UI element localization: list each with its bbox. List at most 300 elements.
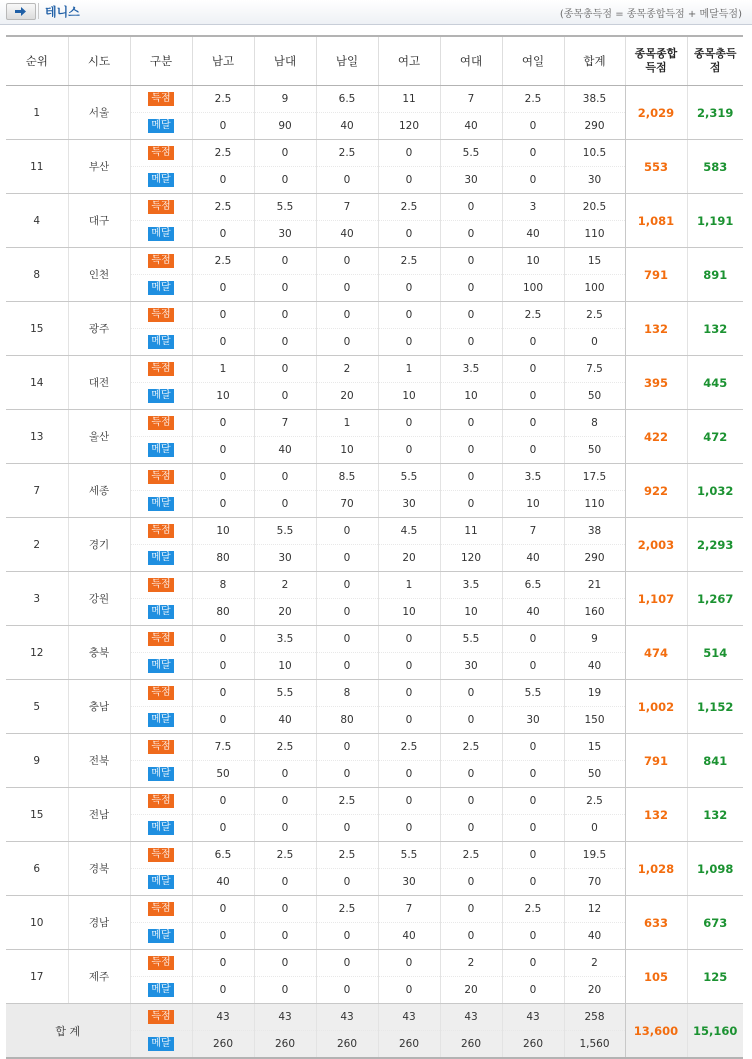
value-boys-high: 0 — [192, 788, 254, 815]
value-women-general: 0 — [502, 950, 564, 977]
total-score-cell: 125 — [687, 950, 743, 1004]
table-row-score — [6, 842, 743, 869]
value-girls-high: 2.5 — [378, 734, 440, 761]
category-cell — [130, 194, 192, 221]
value-men-univ: 0 — [254, 761, 316, 788]
region-cell: 울산 — [68, 410, 130, 464]
composite-score-cell: 132 — [625, 788, 687, 842]
total-score-cell: 673 — [687, 896, 743, 950]
value-sum: 110 — [564, 221, 625, 248]
score-badge: 득점 — [148, 254, 174, 268]
value-men-univ: 0 — [254, 491, 316, 518]
value-men-general: 0 — [316, 545, 378, 572]
value-sum: 290 — [564, 113, 625, 140]
rank-cell: 8 — [6, 248, 68, 302]
value-men-univ: 0 — [254, 140, 316, 167]
value-boys-high: 0 — [192, 815, 254, 842]
value-sum: 70 — [564, 869, 625, 896]
value-girls-high: 0 — [378, 815, 440, 842]
region-cell: 전남 — [68, 788, 130, 842]
value-sum: 150 — [564, 707, 625, 734]
category-cell — [130, 356, 192, 383]
category-cell — [130, 977, 192, 1004]
region-cell: 충북 — [68, 626, 130, 680]
composite-score-cell: 791 — [625, 734, 687, 788]
value-sum: 19.5 — [564, 842, 625, 869]
value-men-general: 0 — [316, 329, 378, 356]
value-men-univ: 20 — [254, 599, 316, 626]
table-row-score — [6, 356, 743, 383]
value-women-general: 7 — [502, 518, 564, 545]
table-row-score — [6, 194, 743, 221]
score-badge: 득점 — [148, 308, 174, 322]
value-women-univ: 7 — [440, 86, 502, 113]
value-women-general: 3 — [502, 194, 564, 221]
medal-badge: 메달 — [148, 443, 174, 457]
value-sum: 12 — [564, 896, 625, 923]
value-men-univ: 5.5 — [254, 680, 316, 707]
value-sum: 40 — [564, 923, 625, 950]
value-girls-high: 0 — [378, 410, 440, 437]
rank-cell: 5 — [6, 680, 68, 734]
rank-cell: 11 — [6, 140, 68, 194]
value-women-general: 40 — [502, 221, 564, 248]
value-girls-high: 5.5 — [378, 842, 440, 869]
value-boys-high: 43 — [192, 1004, 254, 1031]
total-score-cell: 841 — [687, 734, 743, 788]
category-cell — [130, 329, 192, 356]
value-boys-high: 0 — [192, 167, 254, 194]
header-men-univ: 남대 — [254, 36, 316, 86]
medal-badge: 메달 — [148, 713, 174, 727]
value-girls-high: 0 — [378, 167, 440, 194]
value-men-univ: 0 — [254, 464, 316, 491]
value-boys-high: 2.5 — [192, 248, 254, 275]
table-row-score — [6, 410, 743, 437]
medal-badge: 메달 — [148, 389, 174, 403]
value-women-general: 0 — [502, 761, 564, 788]
value-men-univ: 0 — [254, 977, 316, 1004]
value-girls-high: 120 — [378, 113, 440, 140]
value-men-general: 0 — [316, 167, 378, 194]
value-men-univ: 5.5 — [254, 194, 316, 221]
value-girls-high: 43 — [378, 1004, 440, 1031]
value-men-univ: 3.5 — [254, 626, 316, 653]
value-women-univ: 0 — [440, 194, 502, 221]
score-badge: 득점 — [148, 470, 174, 484]
category-cell — [130, 788, 192, 815]
table-row-score — [6, 626, 743, 653]
value-sum: 9 — [564, 626, 625, 653]
composite-score-cell: 553 — [625, 140, 687, 194]
value-sum: 7.5 — [564, 356, 625, 383]
region-cell: 광주 — [68, 302, 130, 356]
score-badge: 득점 — [148, 848, 174, 862]
value-boys-high: 2.5 — [192, 140, 254, 167]
value-boys-high: 0 — [192, 113, 254, 140]
total-score-cell: 2,293 — [687, 518, 743, 572]
medal-badge: 메달 — [148, 875, 174, 889]
value-sum: 38.5 — [564, 86, 625, 113]
value-women-general: 2.5 — [502, 86, 564, 113]
value-girls-high: 0 — [378, 680, 440, 707]
category-cell — [130, 923, 192, 950]
value-women-general: 0 — [502, 923, 564, 950]
composite-score-cell: 2,003 — [625, 518, 687, 572]
value-women-univ: 0 — [440, 491, 502, 518]
section-header-bar — [0, 0, 752, 25]
region-cell: 경남 — [68, 896, 130, 950]
value-men-general: 2.5 — [316, 140, 378, 167]
rank-cell: 10 — [6, 896, 68, 950]
value-boys-high: 80 — [192, 599, 254, 626]
composite-score-cell: 633 — [625, 896, 687, 950]
region-cell: 경기 — [68, 518, 130, 572]
category-cell — [130, 437, 192, 464]
value-boys-high: 260 — [192, 1031, 254, 1059]
value-boys-high: 0 — [192, 680, 254, 707]
category-cell — [130, 1004, 192, 1031]
category-cell — [130, 896, 192, 923]
value-men-general: 0 — [316, 653, 378, 680]
value-men-univ: 0 — [254, 923, 316, 950]
value-boys-high: 8 — [192, 572, 254, 599]
value-sum: 20 — [564, 977, 625, 1004]
region-cell: 서울 — [68, 86, 130, 140]
value-sum: 50 — [564, 437, 625, 464]
table-row-score — [6, 788, 743, 815]
value-boys-high: 0 — [192, 410, 254, 437]
value-men-general: 2 — [316, 356, 378, 383]
score-badge: 득점 — [148, 524, 174, 538]
value-men-univ: 10 — [254, 653, 316, 680]
medal-badge: 메달 — [148, 281, 174, 295]
table-row-score — [6, 572, 743, 599]
value-women-univ: 43 — [440, 1004, 502, 1031]
medal-badge: 메달 — [148, 497, 174, 511]
value-men-general: 0 — [316, 302, 378, 329]
value-women-general: 0 — [502, 869, 564, 896]
value-men-general: 1 — [316, 410, 378, 437]
total-score-cell: 445 — [687, 356, 743, 410]
value-women-general: 260 — [502, 1031, 564, 1059]
value-women-univ: 0 — [440, 275, 502, 302]
value-girls-high: 0 — [378, 329, 440, 356]
value-men-general: 0 — [316, 572, 378, 599]
table-row-score — [6, 86, 743, 113]
table-row-score — [6, 896, 743, 923]
rank-cell: 13 — [6, 410, 68, 464]
medal-badge: 메달 — [148, 821, 174, 835]
value-sum: 50 — [564, 383, 625, 410]
value-women-general: 0 — [502, 842, 564, 869]
score-badge: 득점 — [148, 740, 174, 754]
header-women-general: 여일 — [502, 36, 564, 86]
category-cell — [130, 869, 192, 896]
table-row-score — [6, 302, 743, 329]
value-men-univ: 43 — [254, 1004, 316, 1031]
value-girls-high: 0 — [378, 653, 440, 680]
table-header-row — [6, 36, 743, 86]
score-badge: 득점 — [148, 686, 174, 700]
value-sum: 258 — [564, 1004, 625, 1031]
composite-score-cell: 1,028 — [625, 842, 687, 896]
value-boys-high: 0 — [192, 950, 254, 977]
rank-cell: 3 — [6, 572, 68, 626]
value-girls-high: 260 — [378, 1031, 440, 1059]
value-women-univ: 5.5 — [440, 626, 502, 653]
value-men-general: 7 — [316, 194, 378, 221]
category-cell — [130, 680, 192, 707]
rank-cell: 12 — [6, 626, 68, 680]
medal-badge: 메달 — [148, 605, 174, 619]
category-cell — [130, 302, 192, 329]
header-men-general: 남일 — [316, 36, 378, 86]
summary-label: 합 계 — [6, 1004, 130, 1059]
value-women-general: 30 — [502, 707, 564, 734]
value-women-univ: 3.5 — [440, 356, 502, 383]
category-cell — [130, 950, 192, 977]
score-badge: 득점 — [148, 578, 174, 592]
value-women-univ: 3.5 — [440, 572, 502, 599]
value-boys-high: 0 — [192, 977, 254, 1004]
value-women-univ: 0 — [440, 329, 502, 356]
ranking-table — [6, 35, 743, 1059]
value-women-general: 0 — [502, 356, 564, 383]
category-cell — [130, 464, 192, 491]
rank-cell: 7 — [6, 464, 68, 518]
value-boys-high: 0 — [192, 626, 254, 653]
table-body — [6, 86, 743, 1059]
value-men-univ: 40 — [254, 707, 316, 734]
value-men-univ: 0 — [254, 302, 316, 329]
value-men-general: 0 — [316, 977, 378, 1004]
category-cell — [130, 1031, 192, 1059]
rank-cell: 15 — [6, 788, 68, 842]
medal-badge: 메달 — [148, 227, 174, 241]
rank-cell: 14 — [6, 356, 68, 410]
value-boys-high: 1 — [192, 356, 254, 383]
value-girls-high: 20 — [378, 545, 440, 572]
score-badge: 득점 — [148, 200, 174, 214]
value-sum: 160 — [564, 599, 625, 626]
value-women-general: 40 — [502, 545, 564, 572]
value-women-general: 0 — [502, 437, 564, 464]
value-men-general: 0 — [316, 275, 378, 302]
value-girls-high: 0 — [378, 140, 440, 167]
value-men-general: 0 — [316, 923, 378, 950]
value-men-general: 0 — [316, 518, 378, 545]
header-total-score: 종목총득 점 — [687, 36, 743, 86]
total-score-cell: 891 — [687, 248, 743, 302]
medal-badge: 메달 — [148, 983, 174, 997]
value-girls-high: 1 — [378, 356, 440, 383]
category-cell — [130, 842, 192, 869]
value-women-general: 2.5 — [502, 302, 564, 329]
value-women-univ: 10 — [440, 599, 502, 626]
value-men-univ: 0 — [254, 329, 316, 356]
value-sum: 290 — [564, 545, 625, 572]
value-women-univ: 0 — [440, 923, 502, 950]
value-men-general: 43 — [316, 1004, 378, 1031]
value-girls-high: 0 — [378, 302, 440, 329]
medal-badge: 메달 — [148, 335, 174, 349]
value-men-general: 40 — [316, 113, 378, 140]
value-women-general: 0 — [502, 140, 564, 167]
category-cell — [130, 707, 192, 734]
composite-score-cell: 1,002 — [625, 680, 687, 734]
value-sum: 50 — [564, 761, 625, 788]
value-men-general: 80 — [316, 707, 378, 734]
value-boys-high: 0 — [192, 437, 254, 464]
total-score-cell: 132 — [687, 788, 743, 842]
table-row-score — [6, 248, 743, 275]
category-cell — [130, 815, 192, 842]
region-cell: 인천 — [68, 248, 130, 302]
header-composite-score: 종목종합 득점 — [625, 36, 687, 86]
value-women-general: 10 — [502, 491, 564, 518]
category-cell — [130, 167, 192, 194]
value-women-general: 0 — [502, 167, 564, 194]
value-women-univ: 0 — [440, 248, 502, 275]
value-women-univ: 0 — [440, 302, 502, 329]
value-men-general: 0 — [316, 815, 378, 842]
medal-badge: 메달 — [148, 119, 174, 133]
value-men-general: 0 — [316, 248, 378, 275]
score-badge: 득점 — [148, 146, 174, 160]
section-arrow-button[interactable] — [6, 3, 36, 20]
value-girls-high: 7 — [378, 896, 440, 923]
region-cell: 전북 — [68, 734, 130, 788]
value-men-general: 0 — [316, 626, 378, 653]
value-men-univ: 0 — [254, 896, 316, 923]
value-boys-high: 2.5 — [192, 194, 254, 221]
value-boys-high: 6.5 — [192, 842, 254, 869]
composite-score-cell: 132 — [625, 302, 687, 356]
value-sum: 0 — [564, 329, 625, 356]
value-sum: 8 — [564, 410, 625, 437]
value-men-univ: 0 — [254, 788, 316, 815]
value-women-univ: 5.5 — [440, 140, 502, 167]
total-score-cell: 132 — [687, 302, 743, 356]
header-girls-high: 여고 — [378, 36, 440, 86]
region-cell: 대구 — [68, 194, 130, 248]
value-boys-high: 10 — [192, 518, 254, 545]
value-men-general: 0 — [316, 761, 378, 788]
table-row-score — [6, 950, 743, 977]
category-cell — [130, 248, 192, 275]
value-men-univ: 2 — [254, 572, 316, 599]
value-boys-high: 2.5 — [192, 86, 254, 113]
category-cell — [130, 599, 192, 626]
composite-score-cell: 105 — [625, 950, 687, 1004]
value-boys-high: 10 — [192, 383, 254, 410]
score-badge: 득점 — [148, 416, 174, 430]
region-cell: 세종 — [68, 464, 130, 518]
value-women-univ: 20 — [440, 977, 502, 1004]
medal-badge: 메달 — [148, 929, 174, 943]
total-score-cell: 583 — [687, 140, 743, 194]
value-girls-high: 4.5 — [378, 518, 440, 545]
value-women-general: 0 — [502, 734, 564, 761]
value-women-univ: 40 — [440, 113, 502, 140]
category-cell — [130, 140, 192, 167]
value-men-general: 6.5 — [316, 86, 378, 113]
value-sum: 19 — [564, 680, 625, 707]
value-sum: 2.5 — [564, 302, 625, 329]
value-women-univ: 0 — [440, 788, 502, 815]
value-men-general: 0 — [316, 734, 378, 761]
score-badge: 득점 — [148, 956, 174, 970]
medal-badge: 메달 — [148, 551, 174, 565]
rank-cell: 6 — [6, 842, 68, 896]
value-girls-high: 40 — [378, 923, 440, 950]
value-women-univ: 0 — [440, 221, 502, 248]
value-girls-high: 30 — [378, 869, 440, 896]
rank-cell: 4 — [6, 194, 68, 248]
value-men-univ: 90 — [254, 113, 316, 140]
value-men-general: 8.5 — [316, 464, 378, 491]
summary-row-score — [6, 1004, 743, 1031]
value-boys-high: 0 — [192, 329, 254, 356]
region-cell: 강원 — [68, 572, 130, 626]
value-girls-high: 0 — [378, 950, 440, 977]
region-cell: 제주 — [68, 950, 130, 1004]
value-boys-high: 0 — [192, 491, 254, 518]
category-cell — [130, 734, 192, 761]
value-girls-high: 11 — [378, 86, 440, 113]
total-score-cell: 1,152 — [687, 680, 743, 734]
value-men-general: 0 — [316, 599, 378, 626]
value-sum: 17.5 — [564, 464, 625, 491]
value-boys-high: 80 — [192, 545, 254, 572]
value-girls-high: 0 — [378, 977, 440, 1004]
value-girls-high: 0 — [378, 437, 440, 464]
table-row-score — [6, 680, 743, 707]
value-boys-high: 0 — [192, 221, 254, 248]
value-men-general: 40 — [316, 221, 378, 248]
value-women-univ: 0 — [440, 707, 502, 734]
value-girls-high: 0 — [378, 761, 440, 788]
region-cell: 충남 — [68, 680, 130, 734]
value-women-general: 0 — [502, 113, 564, 140]
value-women-general: 2.5 — [502, 896, 564, 923]
value-boys-high: 50 — [192, 761, 254, 788]
value-men-general: 260 — [316, 1031, 378, 1059]
value-women-general: 5.5 — [502, 680, 564, 707]
score-formula-note: (종목총득점 = 종목종합득점 + 메달득점) — [559, 9, 742, 20]
value-boys-high: 40 — [192, 869, 254, 896]
value-girls-high: 0 — [378, 626, 440, 653]
total-score-cell: 1,267 — [687, 572, 743, 626]
value-women-general: 0 — [502, 626, 564, 653]
table-row-score — [6, 518, 743, 545]
total-score-cell: 2,319 — [687, 86, 743, 140]
value-men-univ: 0 — [254, 383, 316, 410]
header-sum: 합계 — [564, 36, 625, 86]
value-men-univ: 0 — [254, 248, 316, 275]
category-cell — [130, 545, 192, 572]
value-men-univ: 0 — [254, 275, 316, 302]
table-row-score — [6, 464, 743, 491]
value-sum: 30 — [564, 167, 625, 194]
value-boys-high: 0 — [192, 464, 254, 491]
value-sum: 20.5 — [564, 194, 625, 221]
category-cell — [130, 113, 192, 140]
value-men-univ: 0 — [254, 356, 316, 383]
value-men-univ: 0 — [254, 167, 316, 194]
value-women-general: 0 — [502, 977, 564, 1004]
